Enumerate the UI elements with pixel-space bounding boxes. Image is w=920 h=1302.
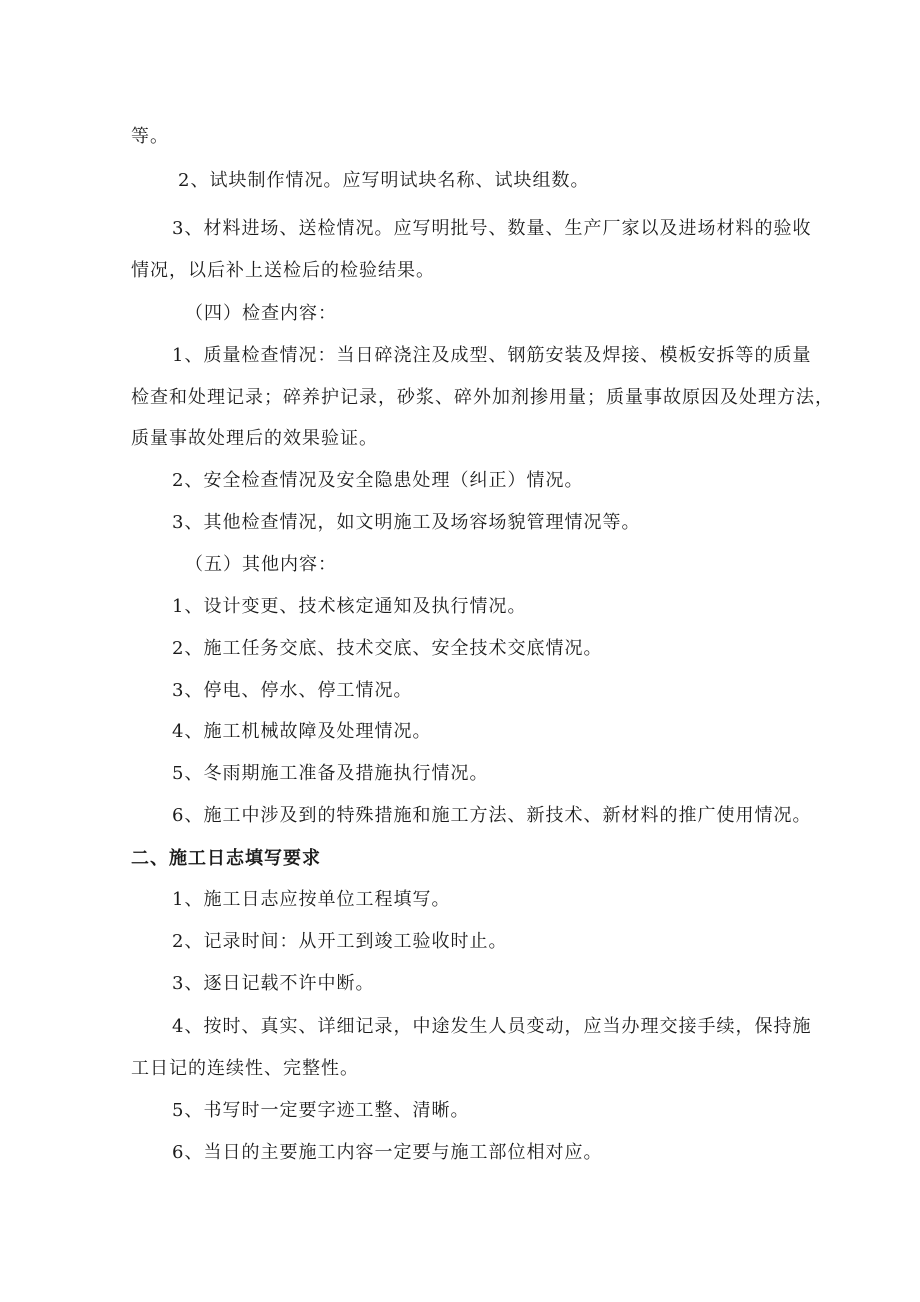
item-material-entry-line1: 3、材料进场、送检情况。应写明批号、数量、生产厂家以及进场材料的验收 <box>172 218 812 239</box>
req-by-unit-project: 1、施工日志应按单位工程填写。 <box>172 889 451 910</box>
item-design-change: 1、设计变更、技术核定通知及执行情况。 <box>172 596 527 617</box>
item-machine-fault: 4、施工机械故障及处理情况。 <box>172 721 432 742</box>
req-record-time: 2、记录时间：从开工到竣工验收时止。 <box>172 931 508 952</box>
req-daily-record: 3、逐日记载不许中断。 <box>172 973 375 994</box>
req-timely-record-line1: 4、按时、真实、详细记录，中途发生人员变动，应当办理交接手续，保持施 <box>172 1016 812 1037</box>
item-quality-check-line3: 质量事故处理后的效果验证。 <box>131 428 378 449</box>
item-winter-rain: 5、冬雨期施工准备及措施执行情况。 <box>172 763 489 784</box>
req-timely-record-line2: 工日记的连续性、完整性。 <box>131 1058 359 1079</box>
item-sample-making: 2、试块制作情况。应写明试块名称、试块组数。 <box>178 170 590 191</box>
item-task-briefing: 2、施工任务交底、技术交底、安全技术交底情况。 <box>172 638 603 659</box>
req-neat-writing: 5、书写时一定要字迹工整、清晰。 <box>172 1100 470 1121</box>
section-four-title: （四）检查内容： <box>185 303 337 324</box>
item-other-check: 3、其他检查情况，如文明施工及场容场貌管理情况等。 <box>172 512 641 533</box>
section-two-heading: 二、施工日志填写要求 <box>131 848 321 869</box>
item-material-entry-line2: 情况，以后补上送检后的检验结果。 <box>131 260 435 281</box>
continuation-text: 等。 <box>131 126 169 147</box>
section-five-title: （五）其他内容： <box>185 554 337 575</box>
item-outage: 3、停电、停水、停工情况。 <box>172 680 413 701</box>
req-content-match: 6、当日的主要施工内容一定要与施工部位相对应。 <box>172 1142 603 1163</box>
item-quality-check-line2: 检查和处理记录；碎养护记录，砂浆、碎外加剂掺用量；质量事故原因及处理方法， <box>131 387 834 408</box>
item-special-measures: 6、施工中涉及到的特殊措施和施工方法、新技术、新材料的推广使用情况。 <box>172 805 812 826</box>
item-quality-check-line1: 1、质量检查情况：当日碎浇注及成型、钢筋安装及焊接、模板安拆等的质量 <box>172 345 812 366</box>
item-safety-check: 2、安全检查情况及安全隐患处理（纠正）情况。 <box>172 470 584 491</box>
